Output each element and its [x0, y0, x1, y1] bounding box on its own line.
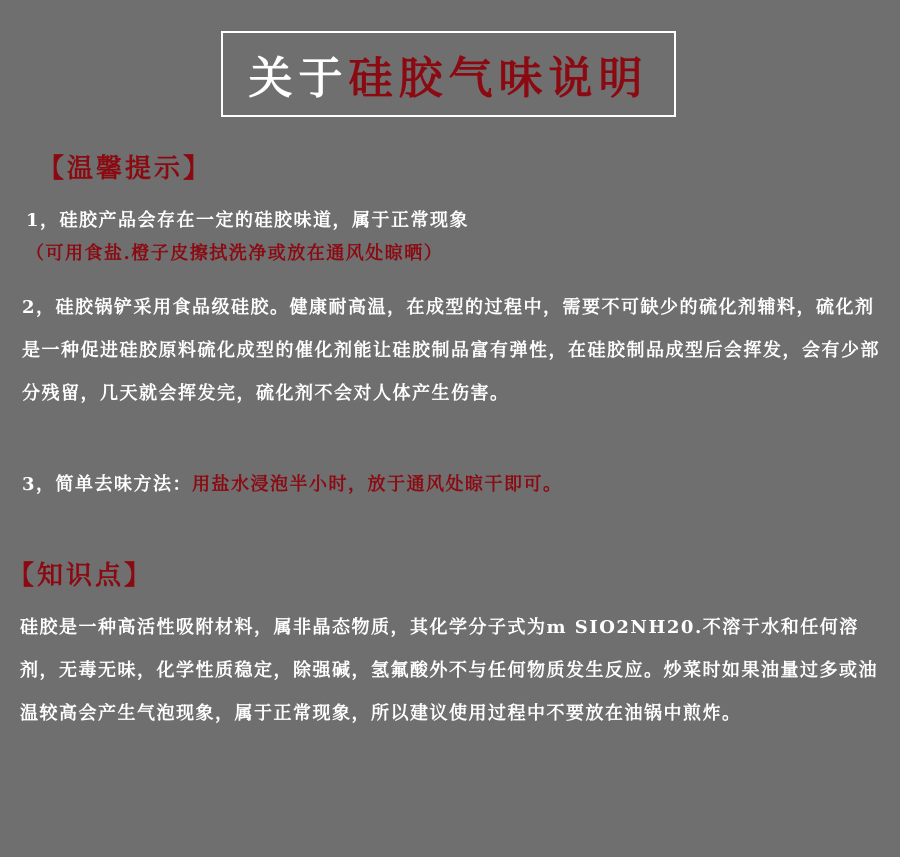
tip-item-3 [22, 468, 892, 501]
knowledge-heading: 【知识点】 [8, 561, 154, 591]
page-title [221, 31, 676, 117]
tip-item-1 [26, 204, 886, 270]
tip-item-3-text: 3，简单去味方法： [22, 474, 193, 495]
knowledge-text: 硅胶是一种高活性吸附材料，属非晶态物质，其化学分子式为m SIO2NH20.不溶于水和任何溶剂，无毒无味，化学性质稳定，除强碱，氢氟酸外不与任何物质发生反应。炒菜时如果油量过多或油温较高会产生气泡现象，属于正常现象，所以建议使用过程中不要放在油锅中煎炸。 [20, 617, 878, 724]
tip-item-3-note: 用盐水浸泡半小时，放于通风处晾干即可。 [192, 474, 563, 495]
tip-item-2 [22, 286, 892, 415]
tip-item-1-text: 1，硅胶产品会存在一定的硅胶味道，属于正常现象 [26, 210, 470, 231]
tip-item-2-text: 2，硅胶锅铲采用食品级硅胶。健康耐高温，在成型的过程中，需要不可缺少的硫化剂辅料，硫化剂是一种促进硅胶原料硫化成型的催化剂能让硅胶制品富有弹性，在硅胶制品成型后会挥发，会有少部分残留，几天就会挥发完，硫化剂不会对人体产生伤害。 [22, 297, 880, 404]
title-main: 硅胶气味说明 [348, 53, 649, 104]
tips-heading: 【温馨提示】 [38, 154, 213, 184]
tip-item-1-note: （可用食盐.橙子皮擦拭洗净或放在通风处晾晒） [26, 243, 444, 264]
title-prefix: 关于 [248, 53, 349, 104]
